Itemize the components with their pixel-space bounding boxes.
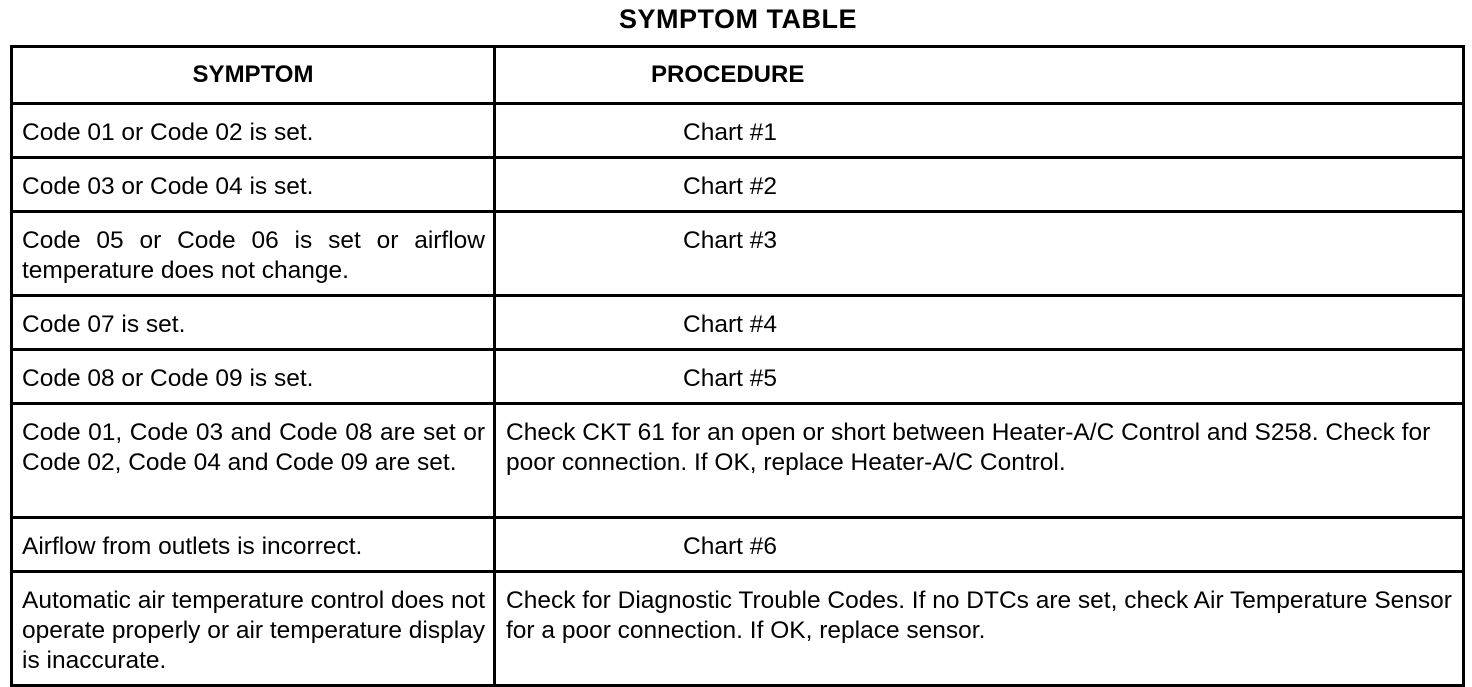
procedure-cell: Chart #2	[495, 158, 1464, 212]
procedure-cell: Chart #3	[495, 212, 1464, 296]
procedure-cell: Check for Diagnostic Trouble Codes. If no DTCs are set, check Air Temperature Sensor for a poor connection. If OK, replace sensor.	[495, 572, 1464, 686]
symptom-cell: Code 07 is set.	[12, 296, 495, 350]
table-row	[12, 518, 1464, 572]
symptom-cell: Code 05 or Code 06 is set or airflow temperature does not change.	[12, 212, 495, 296]
table-row	[12, 404, 1464, 518]
procedure-cell: Check CKT 61 for an open or short between Heater-A/C Control and S258. Check for poor connection. If OK, replace Heater-A/C Control.	[495, 404, 1464, 518]
table-row	[12, 350, 1464, 404]
symptom-cell: Automatic air temperature control does not operate properly or air temperature display is inaccurate.	[12, 572, 495, 686]
column-header-symptom: SYMPTOM	[12, 47, 495, 104]
procedure-cell: Chart #6	[495, 518, 1464, 572]
table-row	[12, 296, 1464, 350]
symptom-cell: Code 01 or Code 02 is set.	[12, 104, 495, 158]
procedure-cell: Chart #5	[495, 350, 1464, 404]
table-row	[12, 104, 1464, 158]
procedure-cell: Chart #4	[495, 296, 1464, 350]
table-row	[12, 158, 1464, 212]
symptom-cell: Code 01, Code 03 and Code 08 are set or Code 02, Code 04 and Code 09 are set.	[12, 404, 495, 518]
symptom-cell: Airflow from outlets is incorrect.	[12, 518, 495, 572]
column-header-procedure: PROCEDURE	[495, 47, 1464, 104]
table-header-row	[12, 47, 1464, 104]
procedure-cell: Chart #1	[495, 104, 1464, 158]
table-row	[12, 212, 1464, 296]
symptom-table	[10, 45, 1465, 687]
page-title: SYMPTOM TABLE	[618, 4, 857, 34]
symptom-cell: Code 03 or Code 04 is set.	[12, 158, 495, 212]
symptom-cell: Code 08 or Code 09 is set.	[12, 350, 495, 404]
table-row	[12, 572, 1464, 686]
